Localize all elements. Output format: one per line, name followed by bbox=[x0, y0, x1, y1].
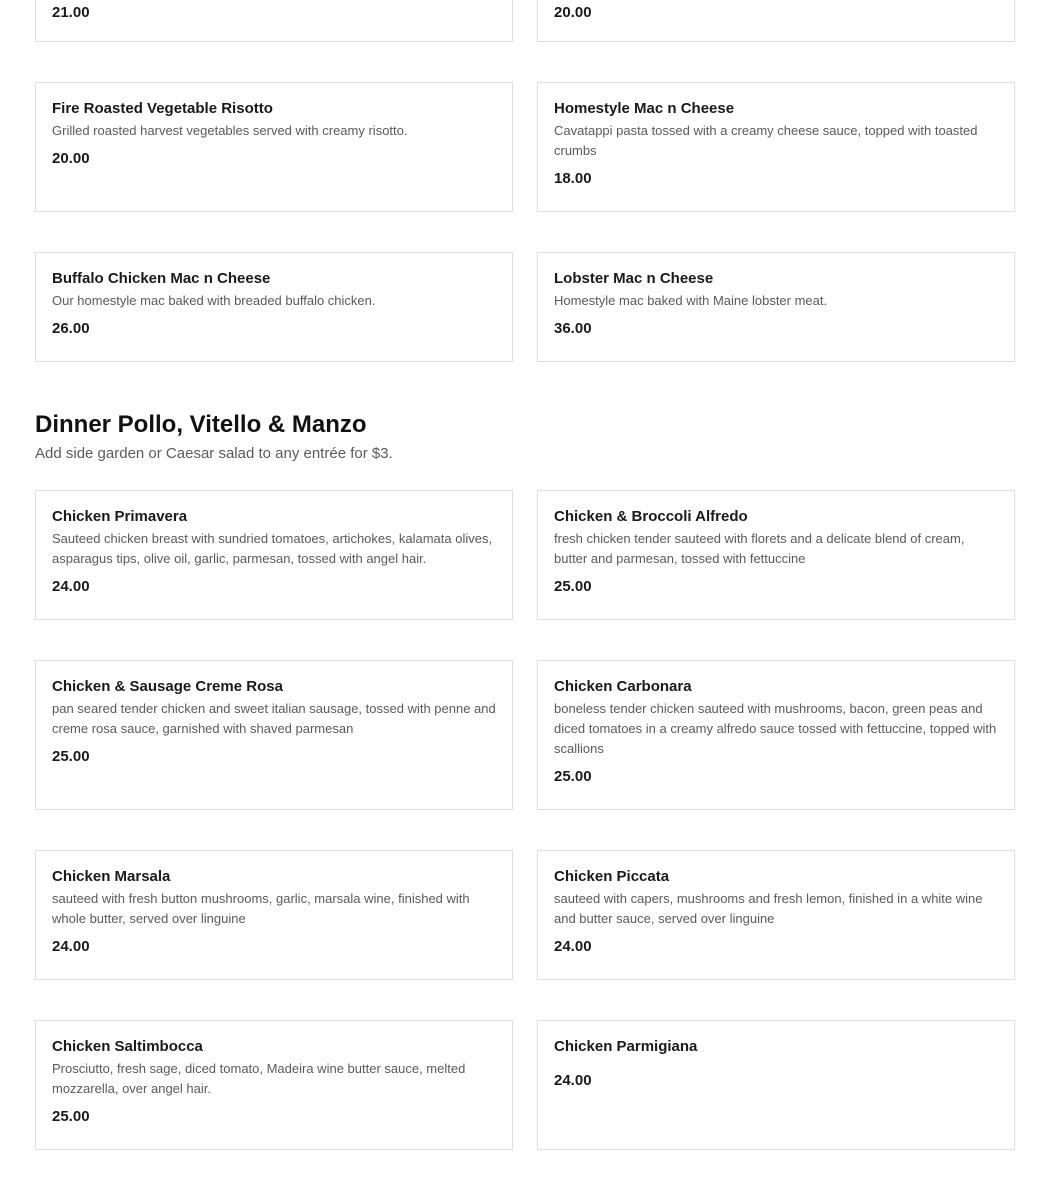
item-description: Homestyle mac baked with Maine lobster meat. bbox=[554, 293, 828, 308]
item-name: Fire Roasted Vegetable Risotto bbox=[52, 100, 273, 117]
menu-item-card[interactable] bbox=[35, 490, 513, 620]
menu-item-card[interactable] bbox=[537, 490, 1015, 620]
item-name: Chicken Parmigiana bbox=[554, 1038, 698, 1055]
item-name: Chicken Carbonara bbox=[554, 678, 692, 695]
menu-item-card[interactable] bbox=[35, 82, 513, 212]
item-price: 21.00 bbox=[52, 4, 90, 21]
item-name: Chicken & Sausage Creme Rosa bbox=[52, 678, 283, 695]
item-price: 24.00 bbox=[554, 1072, 592, 1089]
menu-item-card[interactable] bbox=[35, 660, 513, 810]
item-price: 25.00 bbox=[52, 1108, 90, 1125]
menu-item-card[interactable] bbox=[537, 0, 1015, 42]
item-price: 25.00 bbox=[554, 768, 592, 785]
menu-item-card[interactable] bbox=[35, 0, 513, 42]
menu-item-card[interactable] bbox=[35, 1020, 513, 1150]
item-description: Grilled roasted harvest vegetables served with creamy risotto. bbox=[52, 123, 408, 138]
menu-item-card[interactable] bbox=[35, 850, 513, 980]
item-price: 20.00 bbox=[52, 150, 90, 167]
item-name: Lobster Mac n Cheese bbox=[554, 270, 714, 287]
item-description: sauteed with capers, mushrooms and fresh lemon, finished in a white wine and butter sauce, served over linguine bbox=[554, 891, 983, 926]
item-price: 24.00 bbox=[52, 938, 90, 955]
item-description: pan seared tender chicken and sweet italian sausage, tossed with penne and creme rosa sauce, garnished with shaved parmesan bbox=[52, 701, 496, 736]
item-description: Cavatappi pasta tossed with a creamy cheese sauce, topped with toasted crumbs bbox=[554, 123, 978, 158]
item-name: Homestyle Mac n Cheese bbox=[554, 100, 735, 117]
item-description: boneless tender chicken sauteed with mushrooms, bacon, green peas and diced tomatoes in a creamy alfredo sauce tossed with fettuccine, topped with scallions bbox=[554, 701, 997, 756]
menu-item-card[interactable] bbox=[537, 82, 1015, 212]
item-price: 25.00 bbox=[52, 748, 90, 765]
item-name: Chicken Marsala bbox=[52, 868, 171, 885]
item-description: fresh chicken tender sauteed with florets and a delicate blend of cream, butter and parmesan, tossed with fettuccine bbox=[554, 531, 965, 566]
item-price: 24.00 bbox=[52, 578, 90, 595]
menu-item-card[interactable] bbox=[35, 252, 513, 362]
item-name: Chicken Primavera bbox=[52, 508, 188, 525]
item-description: Sauteed chicken breast with sundried tomatoes, artichokes, kalamata olives, asparagus tips, olive oil, garlic, parmesan, tossed with angel hair. bbox=[52, 531, 493, 566]
section-note: Add side garden or Caesar salad to any entrée for $3. bbox=[35, 445, 393, 462]
item-name: Buffalo Chicken Mac n Cheese bbox=[52, 270, 271, 287]
item-price: 20.00 bbox=[554, 4, 592, 21]
item-description: Our homestyle mac baked with breaded buffalo chicken. bbox=[52, 293, 376, 308]
item-name: Chicken Saltimbocca bbox=[52, 1038, 203, 1055]
menu-item-card[interactable] bbox=[537, 660, 1015, 810]
item-price: 18.00 bbox=[554, 170, 592, 187]
item-name: Chicken Piccata bbox=[554, 868, 670, 885]
menu-item-card[interactable] bbox=[537, 252, 1015, 362]
menu-item-card[interactable] bbox=[537, 1020, 1015, 1150]
section-title: Dinner Pollo, Vitello & Manzo bbox=[35, 411, 367, 438]
item-name: Chicken & Broccoli Alfredo bbox=[554, 508, 748, 525]
item-description: Prosciutto, fresh sage, diced tomato, Madeira wine butter sauce, melted mozzarella, over angel hair. bbox=[52, 1061, 466, 1096]
item-description: sauteed with fresh button mushrooms, garlic, marsala wine, finished with whole butter, served over linguine bbox=[52, 891, 470, 926]
item-price: 26.00 bbox=[52, 320, 90, 337]
item-price: 24.00 bbox=[554, 938, 592, 955]
item-price: 36.00 bbox=[554, 320, 592, 337]
item-price: 25.00 bbox=[554, 578, 592, 595]
menu-item-card[interactable] bbox=[537, 850, 1015, 980]
